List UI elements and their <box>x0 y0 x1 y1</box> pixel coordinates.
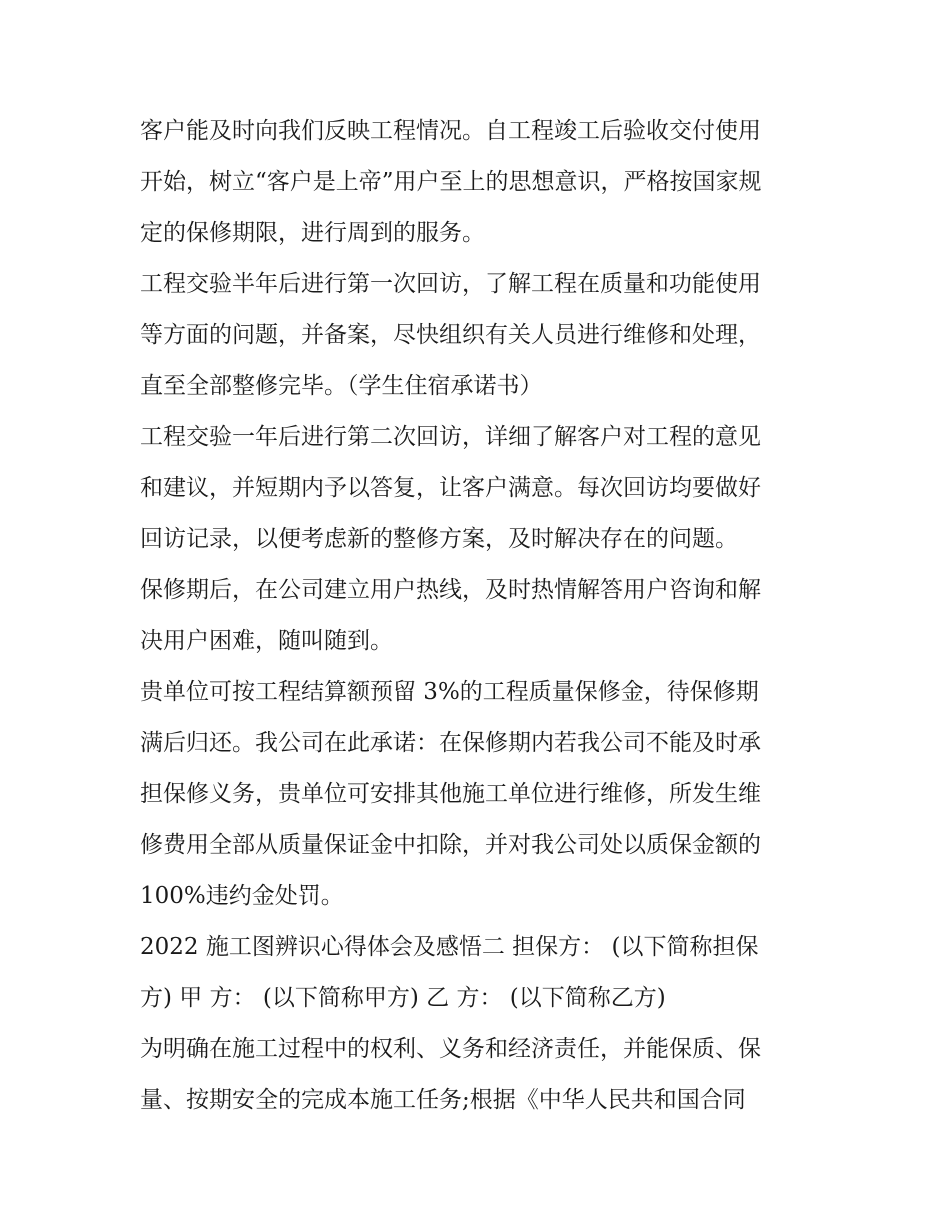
text-line: 工程交验半年后进行第一次回访，了解工程在质量和功能使用 <box>140 271 761 297</box>
text-line: 100%违约金处罚。 <box>140 883 344 909</box>
text-line: 方) 甲 方： (以下简称甲方) 乙 方： (以下简称乙方) <box>140 985 666 1011</box>
text-line: 直至全部整修完毕。（学生住宿承诺书） <box>140 373 543 399</box>
text-line: 决用户困难，随叫随到。 <box>140 628 393 654</box>
text-line: 2022 施工图辨识心得体会及感悟二 担保方： (以下简称担保 <box>140 934 759 960</box>
text-line: 担保修义务，贵单位可安排其他施工单位进行维修，所发生维 <box>140 781 761 807</box>
paragraph-second-visit <box>140 412 820 565</box>
paragraph-warranty-deposit <box>140 667 820 922</box>
text-line: 量、按期安全的完成本施工任务;根据《中华人民共和国合同 <box>140 1087 746 1113</box>
text-line: 定的保修期限，进行周到的服务。 <box>140 220 485 246</box>
paragraph-contract-parties <box>140 922 820 1024</box>
text-line: 工程交验一年后进行第二次回访，详细了解客户对工程的意见 <box>140 424 761 450</box>
text-line: 开始，树立“客户是上帝”用户至上的思想意识，严格按国家规 <box>140 169 762 195</box>
document-body <box>140 106 820 1126</box>
text-line: 和建议，并短期内予以答复，让客户满意。每次回访均要做好 <box>140 475 761 501</box>
text-line: 客户能及时向我们反映工程情况。自工程竣工后验收交付使用 <box>140 118 761 144</box>
text-line: 满后归还。我公司在此承诺：在保修期内若我公司不能及时承 <box>140 730 761 756</box>
text-line: 保修期后，在公司建立用户热线，及时热情解答用户咨询和解 <box>140 577 761 603</box>
text-line: 等方面的问题，并备案，尽快组织有关人员进行维修和处理， <box>140 322 761 348</box>
text-line: 贵单位可按工程结算额预留 3%的工程质量保修金，待保修期 <box>140 679 759 705</box>
paragraph-first-visit <box>140 259 820 412</box>
text-line: 修费用全部从质量保证金中扣除，并对我公司处以质保金额的 <box>140 832 761 858</box>
paragraph-contract-purpose <box>140 1024 820 1126</box>
text-line: 为明确在施工过程中的权利、义务和经济责任，并能保质、保 <box>140 1036 761 1062</box>
text-line: 回访记录，以便考虑新的整修方案，及时解决存在的问题。 <box>140 526 738 552</box>
paragraph-service-commitment <box>140 106 820 259</box>
paragraph-hotline <box>140 565 820 667</box>
